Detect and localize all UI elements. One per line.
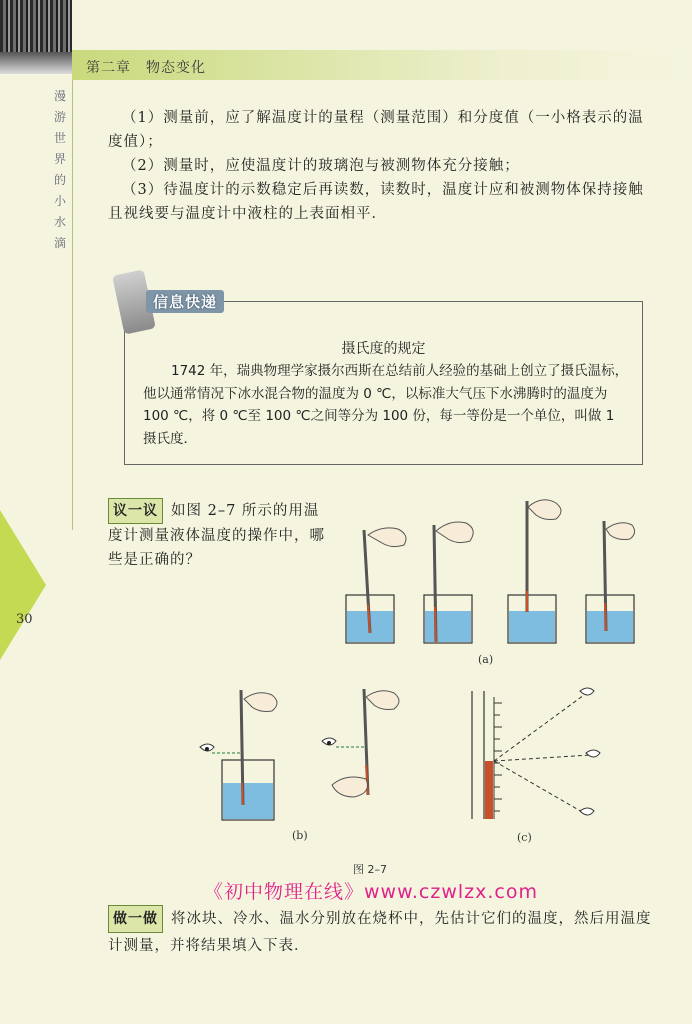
eye-middle-icon	[586, 750, 600, 757]
discuss-section	[108, 498, 330, 572]
page-tab	[0, 510, 46, 660]
info-label: 信息快递	[146, 290, 224, 313]
thermometer-b2	[322, 689, 399, 797]
step-2: （2）测量时，应使温度计的玻璃泡与被测物体充分接触；	[122, 158, 520, 174]
info-title: 摄氏度的规定	[341, 341, 426, 357]
eye-bottom-icon	[580, 808, 594, 815]
caption-c: (c)	[517, 831, 532, 844]
side-section-title: 漫游世界的小水滴	[53, 89, 66, 250]
figure-a	[338, 495, 638, 650]
beaker-a4	[586, 521, 635, 643]
beaker-a1	[346, 528, 406, 643]
doit-section	[108, 905, 656, 959]
caption-a: (a)	[478, 653, 494, 666]
figure-title: 图 2–7	[353, 863, 387, 876]
doit-text: 将冰块、冷水、温水分别放在烧杯中，先估计它们的温度，然后用温度计测量，并将结果填入下表．	[108, 911, 652, 954]
figure-b	[192, 685, 422, 825]
eye-top-icon	[580, 688, 594, 695]
step-1: （1）测量前，应了解温度计的量程（测量范围）和分度值（一小格表示的温度值）；	[108, 110, 644, 150]
discuss-text: 如图 2–7 所示的用温度计测量液体温度的操作中，哪些是正确的？	[108, 503, 325, 568]
chapter-title: 第二章 物态变化	[86, 60, 206, 76]
info-box	[124, 301, 643, 465]
beaker-b1	[200, 690, 277, 820]
beaker-a2	[424, 522, 473, 643]
watermark: 《初中物理在线》www.czwlzx.com	[204, 881, 538, 903]
doit-label: 做一做	[108, 905, 163, 933]
figure-c	[462, 683, 602, 823]
info-body: 1742 年，瑞典物理学家摄尔西斯在总结前人经验的基础上创立了摄氏温标，他以通常情况下冰水混合物的温度为 0 ℃，以标准大气压下水沸腾时的温度为 100 ℃，将 0 ℃至 100 ℃之间等分为 100 份，每一等份是一个单位，叫做 1 摄氏度．	[143, 363, 629, 447]
discuss-label: 议一议	[108, 498, 163, 524]
step-3: （3）待温度计的示数稳定后再读数，读数时，温度计应和被测物体保持接触且视线要与温度计中液柱的上表面相平．	[108, 182, 644, 222]
beaker-a3	[508, 500, 561, 643]
caption-b: (b)	[292, 829, 308, 842]
corner-photo	[0, 0, 72, 74]
page-number: 30	[16, 612, 33, 627]
side-divider	[72, 80, 73, 530]
